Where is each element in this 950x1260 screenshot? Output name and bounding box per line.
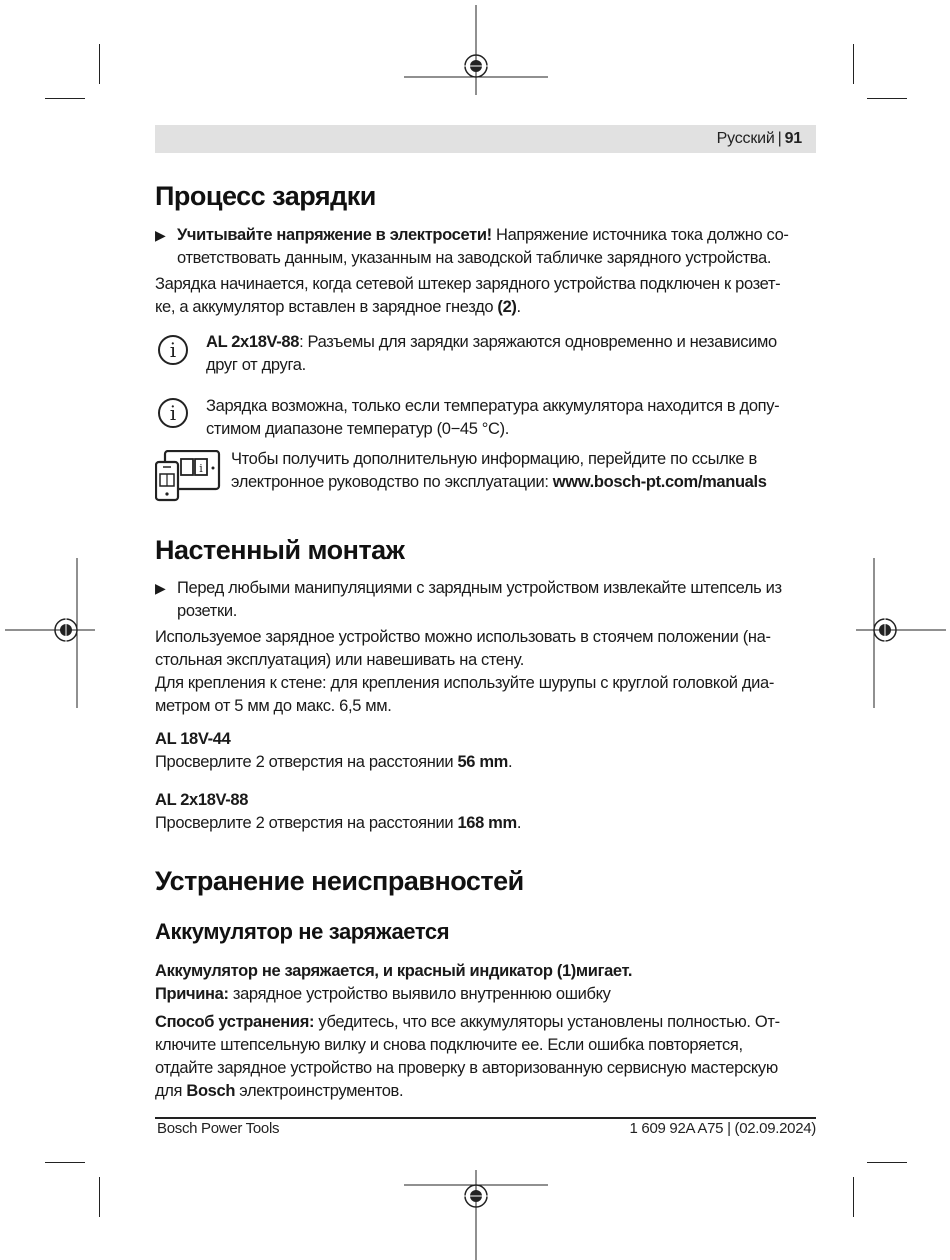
- subsection-title-not-charging: Аккумулятор не заряжается: [155, 919, 450, 944]
- manual-line2: электронное руководство по эксплуатации:: [231, 473, 553, 491]
- wall-unplug-bullet: [155, 577, 816, 623]
- model1-period: .: [508, 753, 513, 771]
- fault-remedy-block: [155, 1011, 816, 1103]
- voltage-warning-text-2: ответствовать данным, указанным на заводской табличке зарядного устройства.: [177, 249, 772, 267]
- unplug-line2: розетки.: [177, 602, 237, 620]
- note1-line2: друг от друга.: [206, 356, 306, 374]
- screws-line2: метром от 5 мм до макс. 6,5 мм.: [155, 697, 392, 715]
- header-separator: |: [777, 130, 782, 147]
- model1-distance: 56 mm: [457, 753, 508, 771]
- note-temperature-range: [155, 395, 816, 443]
- footer-divider: [155, 1117, 816, 1119]
- page-number: 91: [784, 130, 802, 147]
- usage-line1: Используемое зарядное устройство можно использовать в стоячем положении (на-: [155, 628, 771, 646]
- footer-company: Bosch Power Tools: [157, 1120, 280, 1137]
- usage-line2: стольная эксплуатация) или навешивать на стену.: [155, 651, 525, 669]
- manual-icon-glyph: i: [199, 462, 203, 475]
- note2-line1: Зарядка возможна, только если температура аккумулятора находится в допу-: [206, 397, 780, 415]
- remedy-label: Способ устранения:: [155, 1013, 315, 1031]
- model-al18v44-block: [155, 728, 816, 774]
- bullet-arrow-icon: ▶: [155, 227, 166, 243]
- section-title-wall-mounting: Настенный монтаж: [155, 535, 405, 565]
- page-header: [155, 125, 816, 153]
- section-title-troubleshooting: Устранение неисправностей: [155, 866, 524, 896]
- registration-mark-left-icon: [5, 558, 95, 708]
- charging-start-line2: ке, а аккумулятор вставлен в зарядное гнездо: [155, 298, 498, 316]
- manual-link[interactable]: www.bosch-pt.com/manuals: [552, 473, 767, 491]
- cause-label: Причина:: [155, 985, 229, 1003]
- model2-text: Просверлите 2 отверстия на расстоянии: [155, 814, 458, 832]
- fault-case-block: [155, 960, 816, 1006]
- screws-line1: Для крепления к стене: для крепления используйте шурупы с круглой головкой диа-: [155, 674, 775, 692]
- model2-period: .: [516, 814, 522, 832]
- model2-name: AL 2x18V-88: [155, 791, 249, 809]
- remedy-brand: Bosch: [186, 1082, 236, 1100]
- charging-start-line1: Зарядка начинается, когда сетевой штекер зарядного устройства подключен к розет-: [155, 275, 781, 293]
- registration-mark-top-icon: [400, 5, 550, 95]
- cause-text: зарядное устройство выявило внутреннюю ошибку: [228, 985, 611, 1003]
- remedy-line4: для: [155, 1082, 187, 1100]
- charging-start-period: .: [516, 298, 521, 316]
- info-icon: i: [158, 335, 188, 365]
- manual-line1: Чтобы получить дополнительную информацию, перейдите по ссылке в: [231, 450, 757, 468]
- note-simultaneous-charging: [155, 331, 816, 379]
- fault-case-title: Аккумулятор не заряжается, и красный индикатор (1)мигает.: [155, 962, 633, 980]
- model1-text: Просверлите 2 отверстия на расстоянии: [155, 753, 458, 771]
- voltage-warning-text: Напряжение источника тока должно со-: [491, 226, 789, 244]
- manual-note-text: [231, 448, 816, 494]
- bullet-arrow-icon: ▶: [155, 580, 166, 596]
- manual-link-note: [155, 448, 816, 504]
- model-al2x18v88-block: [155, 789, 816, 835]
- remedy-line3: отдайте зарядное устройство на проверку в авторизованную сервисную мастерскую: [155, 1059, 778, 1077]
- model1-name: AL 18V-44: [155, 730, 231, 748]
- note1-model: AL 2x18V-88: [206, 333, 300, 351]
- note2-text: [206, 395, 816, 441]
- voltage-warning-bold: Учитывайте напряжение в электросети!: [177, 226, 492, 244]
- header-language: Русский: [716, 130, 775, 147]
- registration-mark-bottom-icon: [400, 1170, 550, 1260]
- header-label: [717, 130, 802, 148]
- remedy-line2: ключите штепсельную вилку и снова подключите ее. Если ошибка повторяется,: [155, 1036, 743, 1054]
- remedy-line1: убедитесь, что все аккумуляторы установлены полностью. От-: [314, 1013, 780, 1031]
- charging-slot-ref: (2): [497, 298, 517, 316]
- note1-text: [206, 331, 816, 377]
- model2-distance: 168 mm: [457, 814, 517, 832]
- footer-doc-number: 1 609 92A A75 | (02.09.2024): [629, 1120, 816, 1137]
- remedy-line4-end: электроинструментов.: [235, 1082, 404, 1100]
- section-title-charging: Процесс зарядки: [155, 181, 376, 211]
- note2-line2: стимом диапазоне температур (0−45 °C).: [206, 420, 509, 438]
- online-manual-icon: [155, 450, 221, 502]
- info-icon: i: [158, 398, 188, 428]
- charging-start-paragraph: [155, 273, 816, 319]
- charging-voltage-bullet: [155, 224, 816, 270]
- note1-line1: : Разъемы для зарядки заряжаются одновременно и независимо: [299, 333, 777, 351]
- wall-usage-paragraph: [155, 626, 816, 718]
- registration-mark-right-icon: [856, 558, 946, 708]
- unplug-line1: Перед любыми манипуляциями с зарядным устройством извлекайте штепсель из: [177, 579, 782, 597]
